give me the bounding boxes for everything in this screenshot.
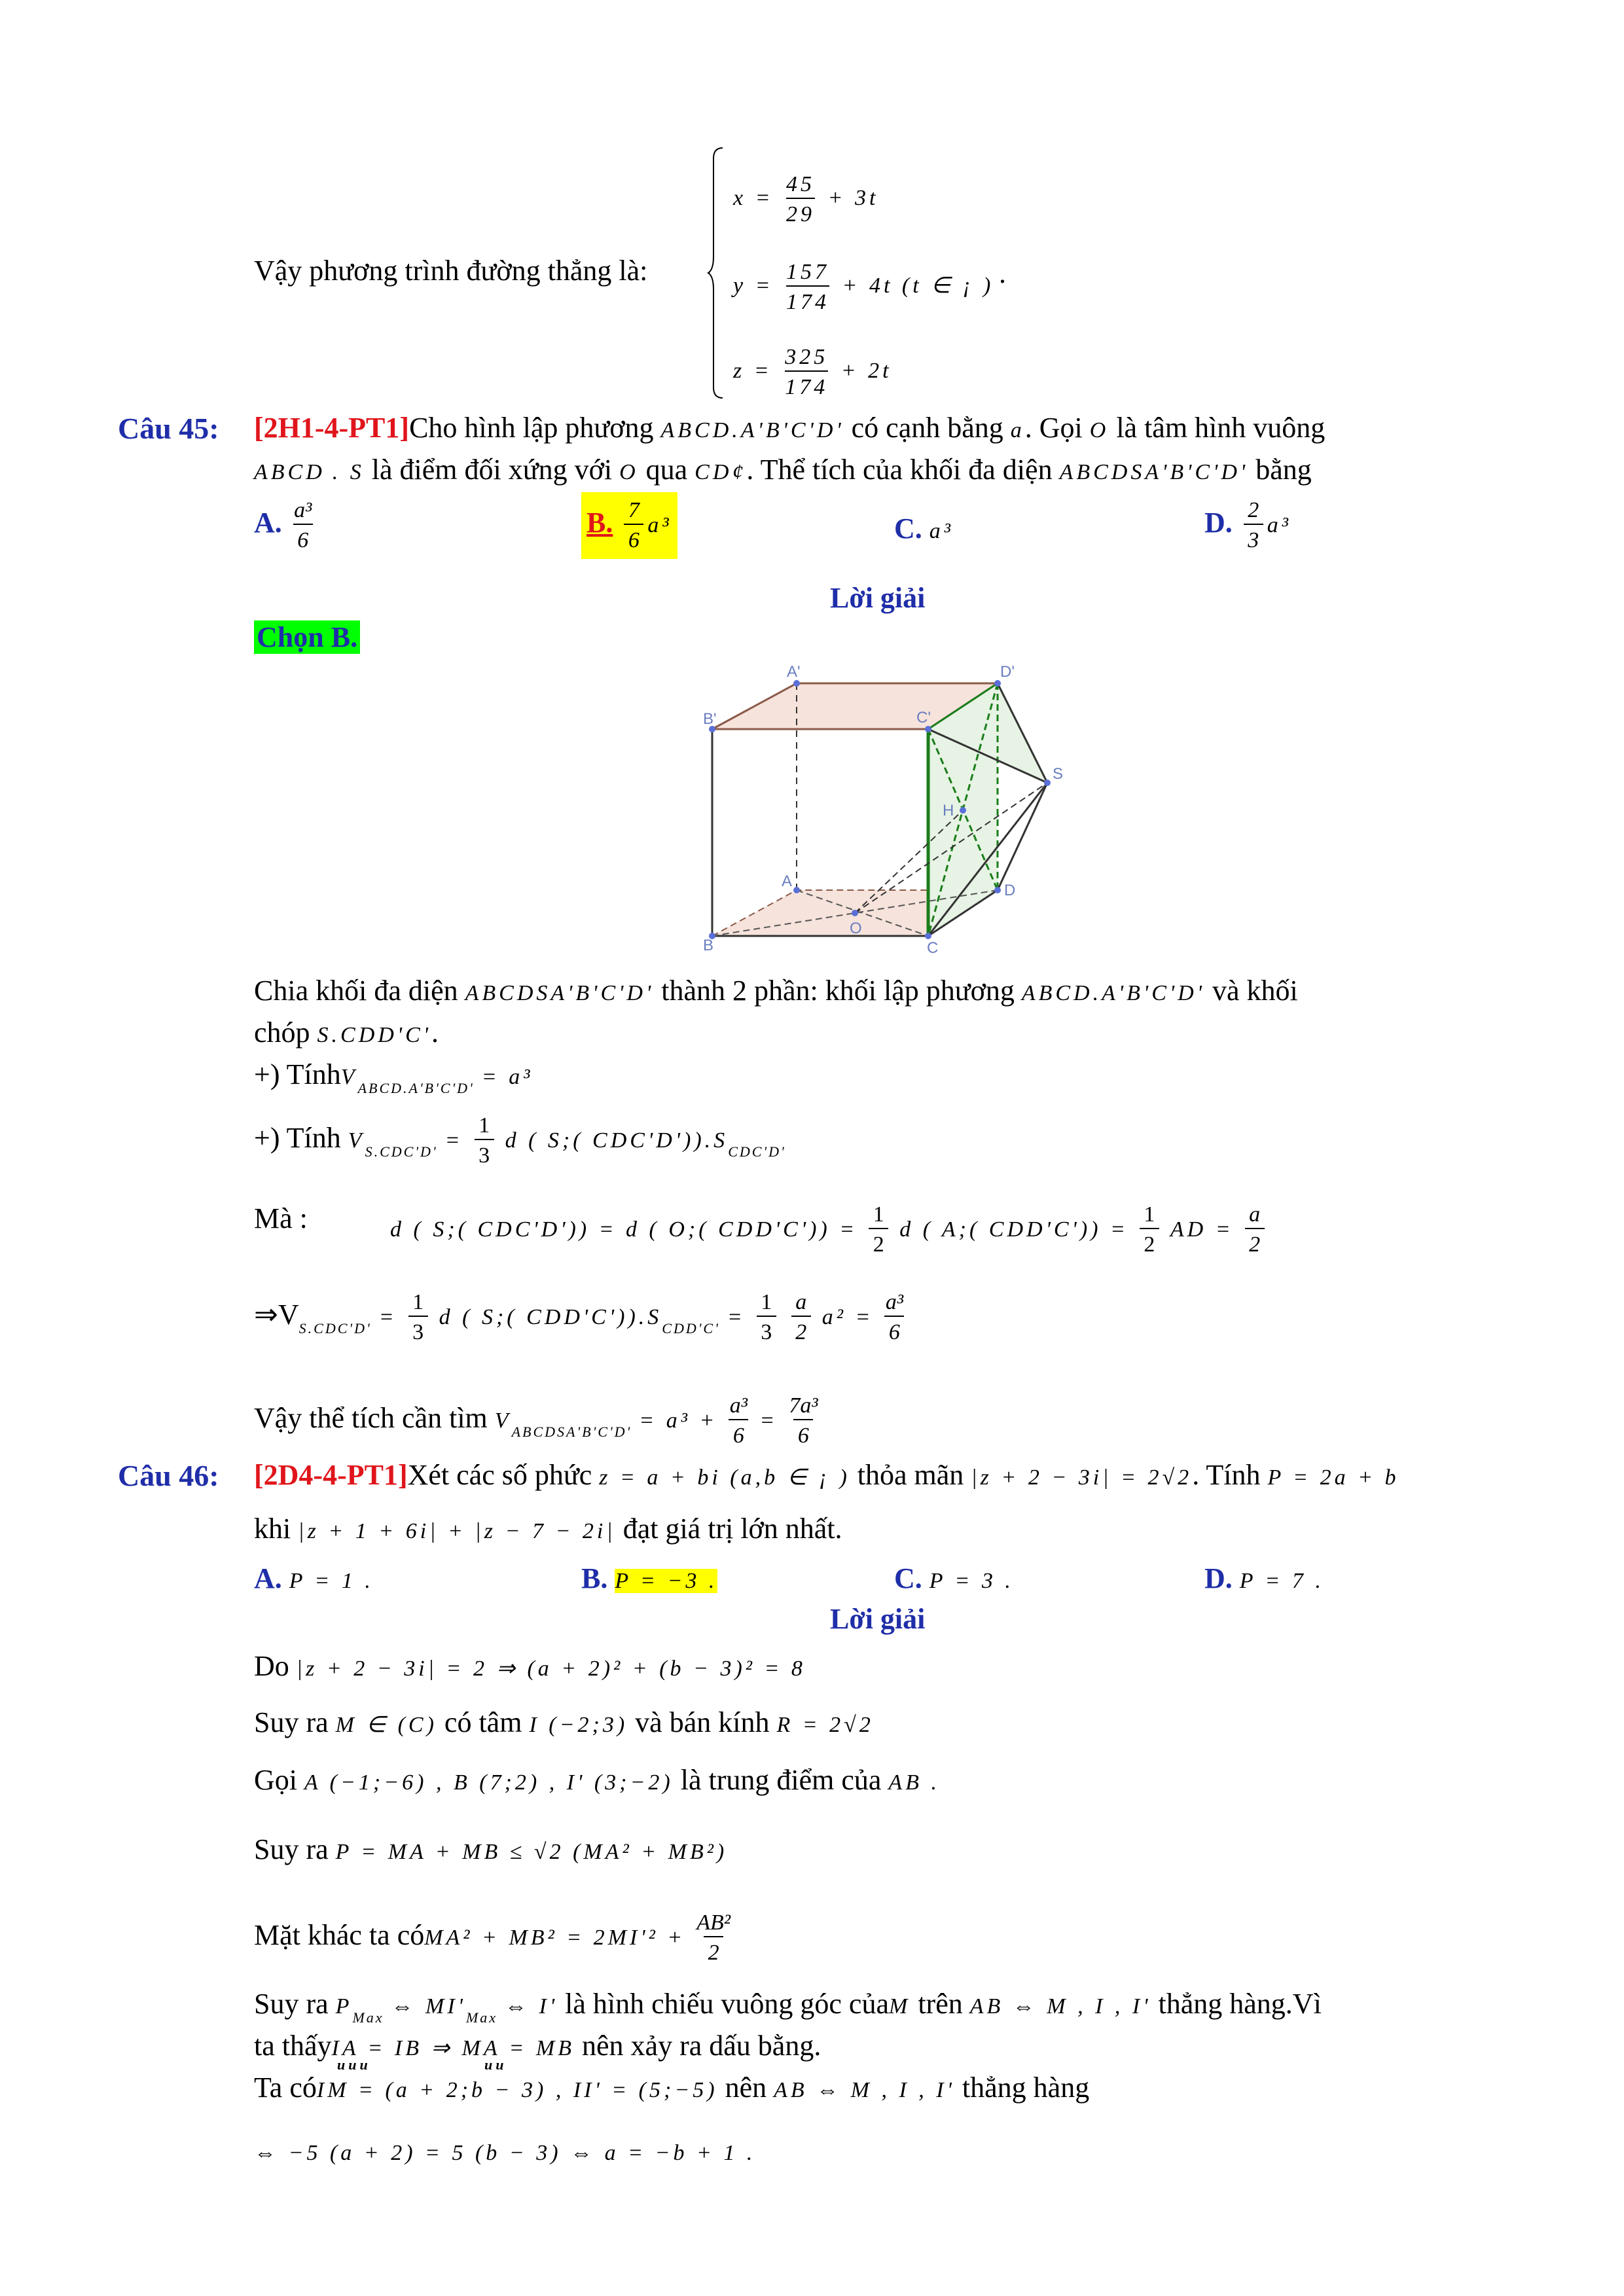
label-a: A xyxy=(782,872,793,890)
q45-option-b: B. $\frac{7}{6}$ a³ xyxy=(581,492,677,559)
cube-figure xyxy=(703,648,1074,957)
q46-sol-line3: Gọi A (−1;−6) , B (7;2) , I' (3;−2) là trung điểm của AB . xyxy=(254,1764,940,1796)
eq-y-end: . xyxy=(999,257,1006,289)
intro-text: Vậy phương trình đường thẳng là: xyxy=(254,255,648,287)
label-h: H xyxy=(943,802,954,819)
label-s: S xyxy=(1053,765,1064,783)
q45-sol-line5-expr: d ( S;( CDC'D')) = d ( O;( CDD'C')) = $\frac{1}{2}$ d ( A;( CDD'C')) = $\frac{1}{2}$ AD = $\frac{a}{2}$ xyxy=(390,1202,1269,1258)
label-c-prime: C' xyxy=(916,709,931,726)
q45-sol-line7: Vậy thể tích cần tìm $V_{ABCDSA'B'C'D'} = a^3$ + $\frac{\text{a³}}{6}$ = $\frac{\text{7a³}}{6}$ xyxy=(254,1393,818,1448)
q45-chosen: Chọn B. xyxy=(254,620,360,654)
q46-line2: khi |z + 1 + 6i| + |z − 7 − 2i| đạt giá trị lớn nhất. xyxy=(254,1513,842,1545)
q45-option-d: D. $\frac{2}{3}$ a³ xyxy=(1204,498,1291,552)
q45-sol-line4: +) Tính $V_{S.CDC'D'}$ = $\frac{1}{3}$ d ( S;( $CDC'D')).S_{CDC'D'}$ xyxy=(254,1113,786,1168)
q45-label: Câu 45: xyxy=(118,412,219,445)
q46-sol-line4: Suy ra P = MA + MB ≤ √2 (MA² + MB²) xyxy=(254,1833,728,1865)
label-b-prime: B' xyxy=(703,710,717,728)
q45-sol-line2: chóp S.CDD'C'. xyxy=(254,1016,439,1049)
q46-line1: [2D4-4-PT1]Xét các số phức z = a + bi (a,b ∈ ¡ ) thỏa mãn |z + 2 − 3i| = 2√2. Tính P = 2a + b xyxy=(254,1459,1399,1491)
label-d: D xyxy=(1004,882,1016,899)
q45-solution-title: Lời giải xyxy=(830,582,926,614)
q46-option-b: B. P = −3 . xyxy=(581,1562,718,1594)
eq-x: x = $\frac{45}{29}$ + 3t xyxy=(733,172,879,226)
q46-sol-line1: Do |z + 2 − 3i| = 2 ⇒ (a + 2)² + (b − 3)² = 8 xyxy=(254,1650,806,1682)
q46-label: Câu 46: xyxy=(118,1459,219,1492)
label-c: C xyxy=(927,939,939,957)
q46-sol-line5: Mặt khác ta cóMA² + MB² = 2MI'² + $\frac{\text{AB²}}{2}$ xyxy=(254,1910,731,1965)
q46-option-d: D. P = 7 . xyxy=(1204,1562,1324,1594)
q45-sol-line5: Mà : xyxy=(254,1202,308,1234)
q45-option-a: A. $\frac{\text{a³}}{6}$ xyxy=(254,498,312,552)
q46-sol-line6: Suy ra $P_{Max}$ ⇔ $MI'_{Max}$ ⇔ I' là hình chiếu vuông góc củaM trên AB ⇔ M , I , I' thẳng hàng.Vì xyxy=(254,1988,1322,2026)
q46-sol-line7: ta thấyIA = IB ⇒ MA = MB nên xảy ra dấu bằng. xyxy=(254,2030,821,2062)
q45-sol-line1: Chia khối đa diện ABCDSA'B'C'D' thành 2 phần: khối lập phương ABCD.A'B'C'D' và khối xyxy=(254,975,1298,1007)
q45-sol-line3: +) TínhV$_{ABCD.A'B'C'D'}$ = a³ xyxy=(254,1058,533,1096)
q46-solution-title: Lời giải xyxy=(830,1603,926,1635)
system-brace xyxy=(707,145,727,401)
q45-option-c: C. a³ xyxy=(894,512,954,545)
label-o: O xyxy=(850,920,862,937)
eq-y: y = $\frac{157}{174}$ + 4t (t ∈ ¡ ) xyxy=(733,260,994,314)
eq-z: z = $\frac{325}{174}$ + 2t xyxy=(733,345,892,399)
label-a-prime: A' xyxy=(787,663,801,681)
label-d-prime: D' xyxy=(1000,663,1015,681)
q46-vec-mark-1: uuu xyxy=(337,2056,371,2073)
q45-line2: ABCD . S là điểm đối xứng với O qua CD¢. Thể tích của khối đa diện ABCDSA'B'C'D' bằng xyxy=(254,454,1312,486)
q46-sol-line9: ⇔ −5 (a + 2) = 5 (b − 3) ⇔ a = −b + 1 . xyxy=(254,2141,756,2165)
q46-vec-mark-2: uu xyxy=(484,2056,507,2073)
q46-option-a: A. P = 1 . xyxy=(254,1562,374,1594)
q45-sol-line6: $\Rightarrow V_{S.CDC'D'}$ = $\frac{1}{3}$ d ( S;( $CDD'C')).S_{CDD'C'}$ = $\frac{1}{3}$ $\frac{a}{2}$ a² = $\frac{\text{a³}}{6}$ xyxy=(254,1290,904,1344)
label-b: B xyxy=(703,937,714,954)
q45-line1: [2H1-4-PT1]Cho hình lập phương ABCD.A'B'C'D' có cạnh bằng a. Gọi O là tâm hình vuông xyxy=(254,412,1326,444)
q46-sol-line8: Ta cóIM = (a + 2;b − 3) , II' = (5;−5) nên AB ⇔ M , I , I' thẳng hàng xyxy=(254,2072,1090,2104)
q46-sol-line2: Suy ra M ∈ (C) có tâm I (−2;3) và bán kính R = 2√2 xyxy=(254,1706,874,1738)
q46-option-c: C. P = 3 . xyxy=(894,1562,1014,1594)
